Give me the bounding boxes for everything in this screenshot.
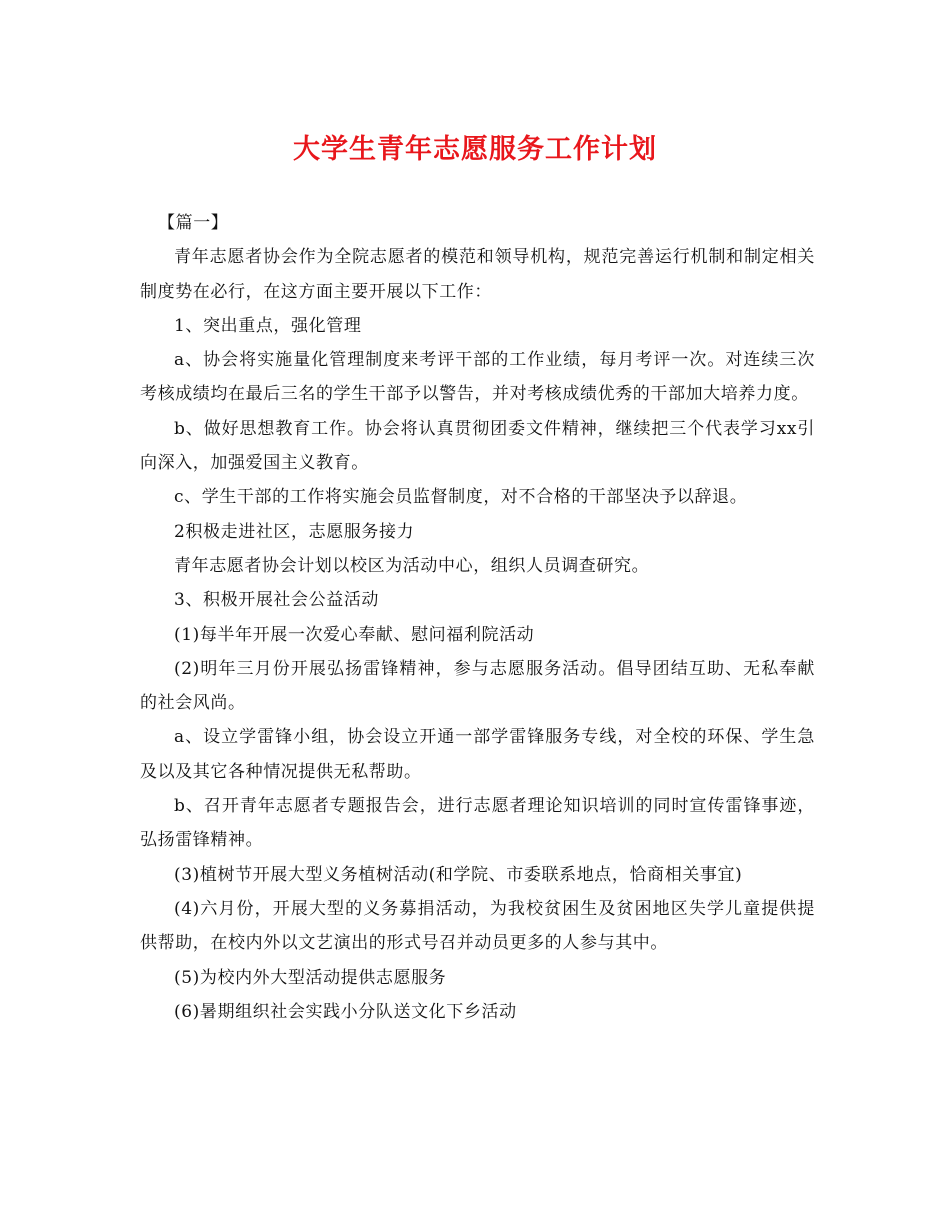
document-body <box>140 206 815 1029</box>
paragraph-2-body: 青年志愿者协会计划以校区为活动中心，组织人员调查研究。 <box>174 555 650 576</box>
paragraph-3-2: (2)明年三月份开展弘扬雷锋精神，参与志愿服务活动。倡导团结互助、无私奉献的社会风尚。 <box>140 658 815 714</box>
paragraph-3-4: (4)六月份，开展大型的义务募捐活动，为我校贫困生及贫困地区失学儿童提供提供帮助，在校内外以文艺演出的形式号召并动员更多的人参与其中。 <box>140 898 815 954</box>
document-title: 大学生青年志愿服务工作计划 <box>293 134 657 165</box>
paragraph-3-1: (1)每半年开展一次爱心奉献、慰问福利院活动 <box>174 624 535 645</box>
paragraph-heading-1: 1、突出重点，强化管理 <box>174 315 362 336</box>
paragraph-3-3: (3)植树节开展大型义务植树活动(和学院、市委联系地点，恰商相关事宜) <box>174 864 743 885</box>
paragraph-3-2a: a、设立学雷锋小组，协会设立开通一部学雷锋服务专线，对全校的环保、学生急及以及其它各种情况提供无私帮助。 <box>140 727 815 782</box>
paragraph-3-6: (6)暑期组织社会实践小分队送文化下乡活动 <box>174 1001 517 1022</box>
paragraph-heading-2: 2积极走进社区，志愿服务接力 <box>174 521 415 542</box>
paragraph-3-5: (5)为校内外大型活动提供志愿服务 <box>174 967 447 988</box>
section-label: 【篇一】 <box>158 213 229 233</box>
paragraph-intro: 青年志愿者协会作为全院志愿者的模范和领导机构，规范完善运行机制和制定相关制度势在必行，在这方面主要开展以下工作： <box>140 247 815 302</box>
paragraph-3-2b: b、召开青年志愿者专题报告会，进行志愿者理论知识培训的同时宣传雷锋事迹，弘扬雷锋精神。 <box>140 796 815 851</box>
paragraph-1b: b、做好思想教育工作。协会将认真贯彻团委文件精神，继续把三个代表学习xx引向深入，加强爱国主义教育。 <box>140 418 815 474</box>
paragraph-heading-3: 3、积极开展社会公益活动 <box>174 590 380 611</box>
paragraph-1c: c、学生干部的工作将实施会员监督制度，对不合格的干部坚决予以辞退。 <box>174 487 748 508</box>
paragraph-1a: a、协会将实施量化管理制度来考评干部的工作业绩，每月考评一次。对连续三次考核成绩均在最后三名的学生干部予以警告，并对考核成绩优秀的干部加大培养力度。 <box>140 350 815 405</box>
